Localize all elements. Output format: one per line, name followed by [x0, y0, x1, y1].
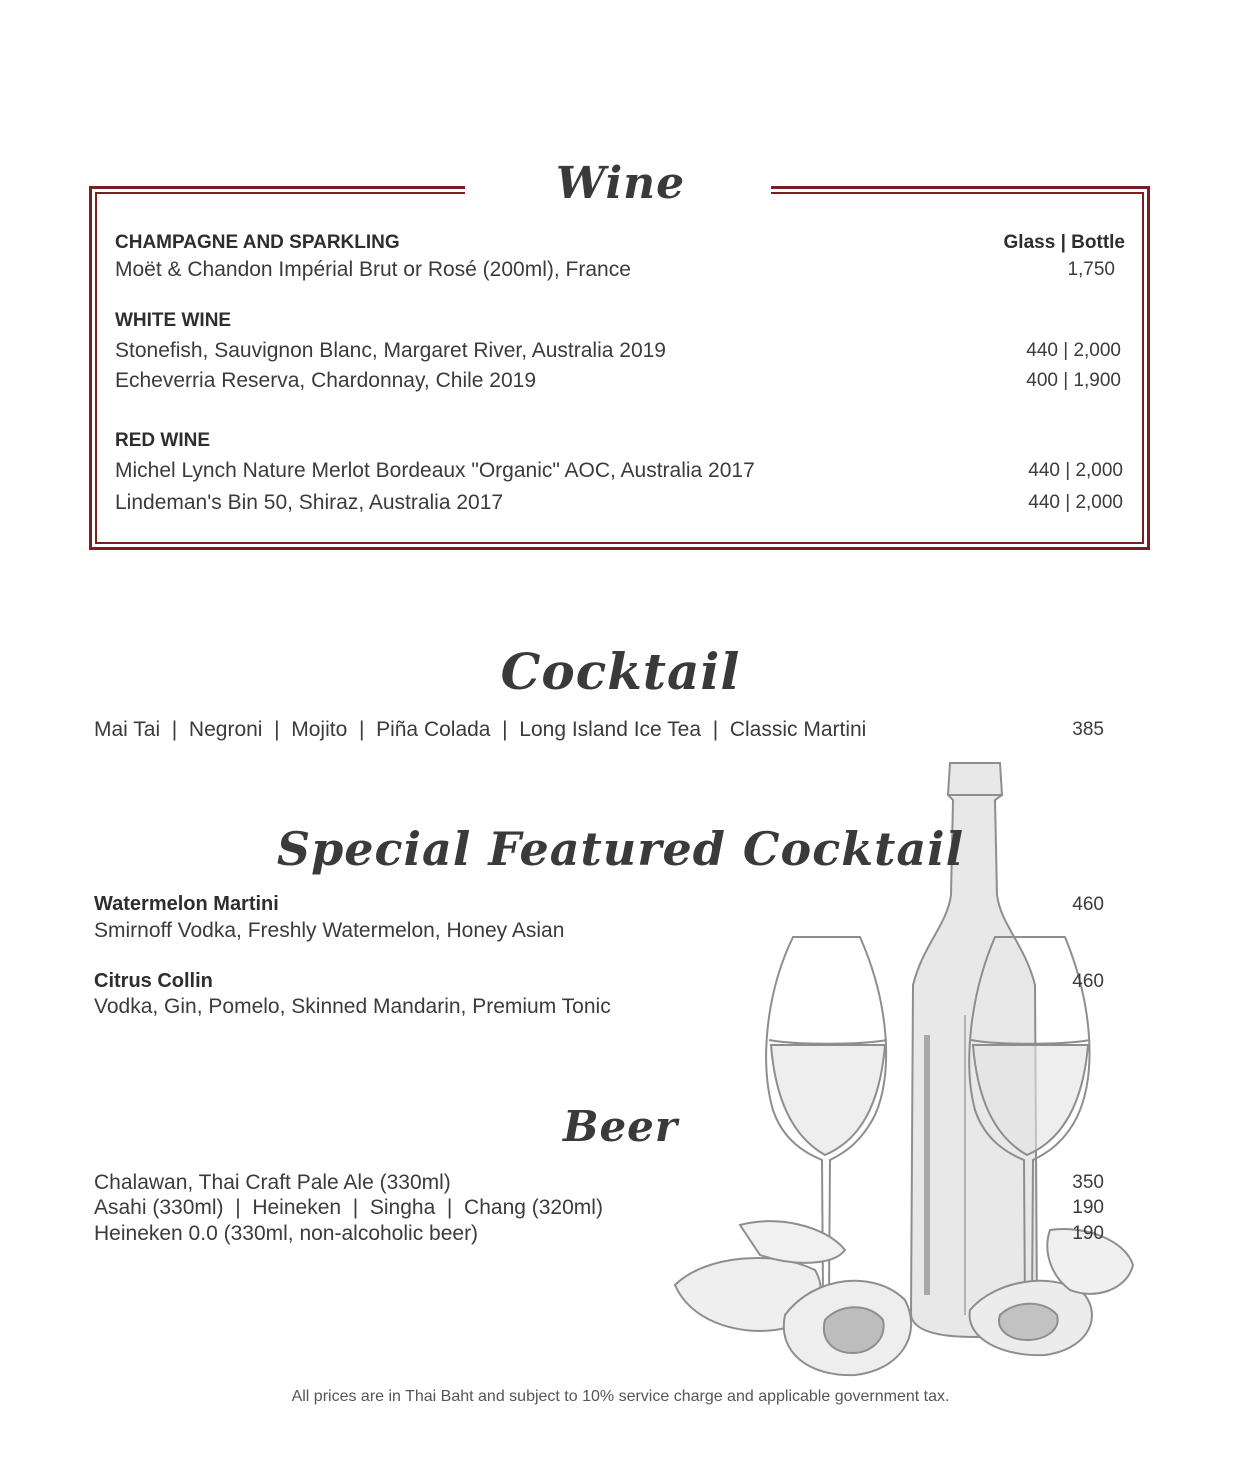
beer-title: Beer [562, 1102, 679, 1151]
list-item: Michel Lynch Nature Merlot Bordeaux "Organic" AOC, Australia 2017 [115, 459, 755, 482]
beer-item: Heineken 0.0 (330ml, non-alcoholic beer) [94, 1222, 479, 1245]
item-price: 440 | 2,000 [1026, 340, 1121, 361]
wine-title: Wine [555, 158, 686, 209]
item-price: 440 | 2,000 [1028, 492, 1123, 513]
section-heading-red-wine: RED WINE [115, 430, 210, 451]
glass-bottle-header: Glass | Bottle [1003, 232, 1125, 253]
special-item-price: 460 [1072, 971, 1104, 992]
special-cocktail-title: Special Featured Cocktail [276, 822, 965, 876]
beer-price: 190 [1072, 1197, 1104, 1218]
beer-price: 350 [1072, 1172, 1104, 1193]
cocktail-list: Mai Tai | Negroni | Mojito | Piña Colada | Long Island Ice Tea | Classic Martini [94, 718, 867, 741]
special-item-desc: Smirnoff Vodka, Freshly Watermelon, Honey Asian [94, 919, 565, 942]
list-item: Echeverria Reserva, Chardonnay, Chile 2019 [115, 369, 537, 392]
cocktail-price: 385 [1072, 719, 1104, 740]
special-item-price: 460 [1072, 894, 1104, 915]
section-heading-white-wine: WHITE WINE [115, 310, 232, 331]
list-item: Stonefish, Sauvignon Blanc, Margaret River, Australia 2019 [115, 339, 666, 362]
special-item-name: Citrus Collin [94, 970, 213, 992]
item-price: 1,750 [1067, 259, 1115, 280]
beer-item: Asahi (330ml) | Heineken | Singha | Chang (320ml) [94, 1196, 603, 1219]
list-item: Lindeman's Bin 50, Shiraz, Australia 2017 [115, 491, 504, 514]
beer-price: 190 [1072, 1223, 1104, 1244]
list-item: Moët & Chandon Impérial Brut or Rosé (200ml), France [115, 258, 631, 281]
cocktail-title: Cocktail [500, 642, 741, 701]
beer-item: Chalawan, Thai Craft Pale Ale (330ml) [94, 1171, 451, 1194]
item-price: 440 | 2,000 [1028, 460, 1123, 481]
special-item-desc: Vodka, Gin, Pomelo, Skinned Mandarin, Premium Tonic [94, 995, 611, 1018]
item-price: 400 | 1,900 [1026, 370, 1121, 391]
section-heading-sparkling: CHAMPAGNE AND SPARKLING [115, 232, 400, 253]
price-footnote: All prices are in Thai Baht and subject to 10% service charge and applicable government tax. [291, 1388, 950, 1405]
special-item-name: Watermelon Martini [94, 893, 279, 915]
